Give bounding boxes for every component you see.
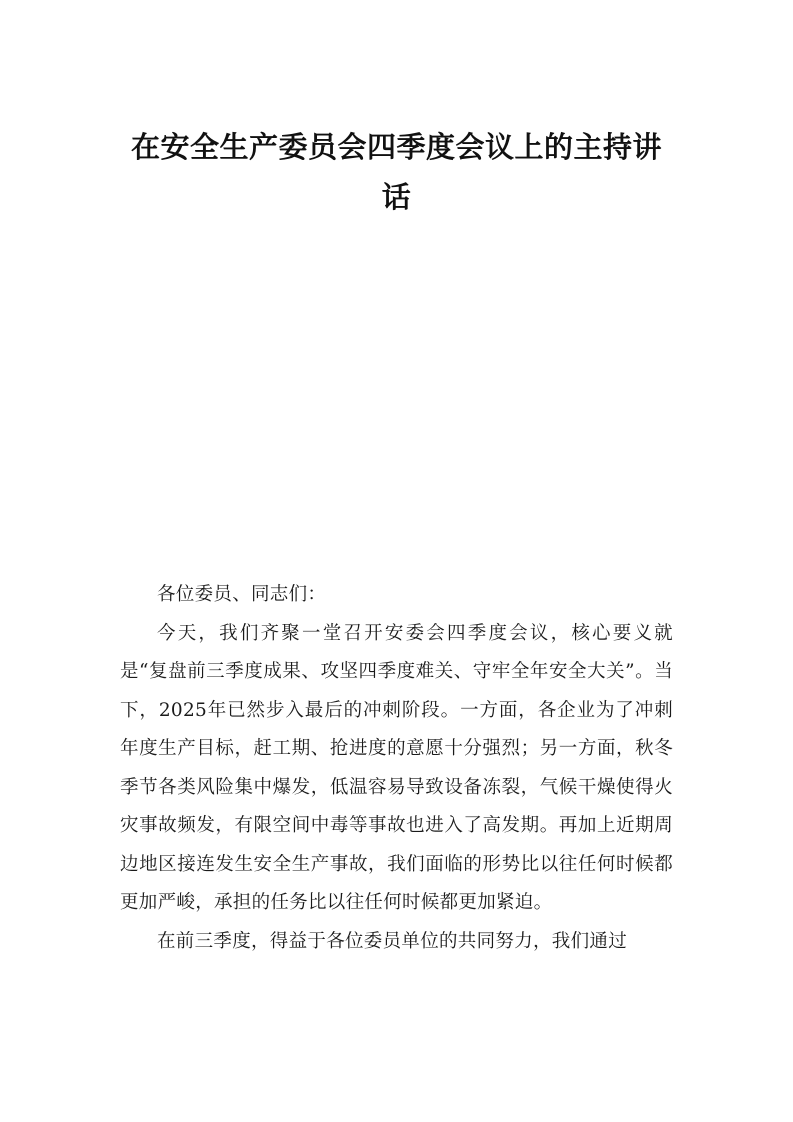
salutation-paragraph: 各位委员、同志们：: [157, 584, 327, 605]
document-body: [120, 576, 673, 961]
body-paragraph: 今天，我们齐聚一堂召开安委会四季度会议，核心要义就是“复盘前三季度成果、攻坚四季度难关、守牢全年安全大关”。当下，2025年已然步入最后的冲刺阶段。一方面，各企业为了冲刺年度生产目标，赶工期、抢进度的意愿十分强烈；另一方面，秋冬季节各类风险集中爆发，低温容易导致设备冻裂，气候干燥使得火灾事故频发，有限空间中毒等事故也进入了高发期。再加上近期周边地区接连发生安全生产事故，我们面临的形势比以往任何时候都更加严峻，承担的任务比以往任何时候都更加紧迫。: [120, 622, 673, 913]
body-paragraph: 在前三季度，得益于各位委员单位的共同努力，我们通过: [157, 930, 628, 952]
document-title: 在安全生产委员会四季度会议上的主持讲话: [130, 130, 662, 214]
